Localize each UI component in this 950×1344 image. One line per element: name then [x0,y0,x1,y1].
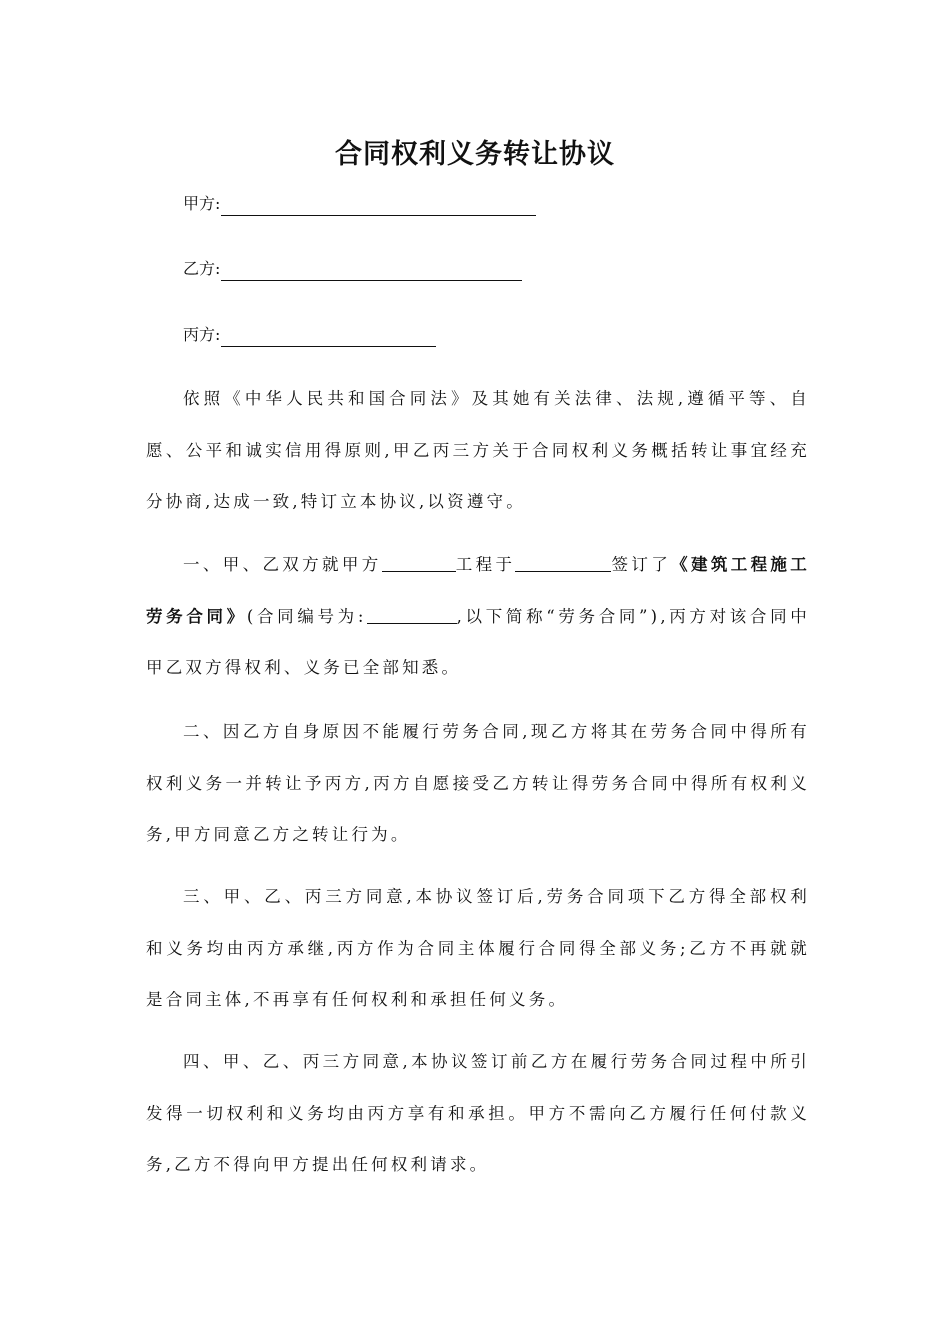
clause-3-paragraph: 三、甲、乙、丙三方同意,本协议签订后,劳务合同项下乙方得全部权利和义务均由丙方承继,丙方作为合同主体履行合同得全部义务;乙方不再就就是合同主体,不再享有任何权利和承担任何义务。 [146,887,810,1009]
party-c-blank[interactable] [221,326,436,347]
clause-1-text-e: ,以下简称“劳务合同”),丙方对该合同中甲乙双方得权利、义务已全部知悉。 [146,606,810,677]
contract-number-blank[interactable] [367,605,457,624]
clause-1-paragraph [146,539,810,694]
sign-date-blank[interactable] [515,553,611,572]
party-a-line [183,192,536,216]
clause-1-text-b: 工程于 [455,555,516,574]
clause-2-paragraph: 二、因乙方自身原因不能履行劳务合同,现乙方将其在劳务合同中得所有权利义务一并转让予丙方,丙方自愿接受乙方转让得劳务合同中得所有权利义务,甲方同意乙方之转让行为。 [146,722,810,844]
party-b-label: 乙方: [183,259,221,278]
document-title: 合同权利义务转让协议 [335,139,615,170]
project-name-blank[interactable] [382,553,456,572]
party-c-line [183,323,436,347]
party-b-blank[interactable] [221,260,522,281]
party-a-blank[interactable] [221,195,536,216]
preamble-paragraph: 依照《中华人民共和国合同法》及其她有关法律、法规,遵循平等、自愿、公平和诚实信用得原则,甲乙丙三方关于合同权利义务概括转让事宜经充分协商,达成一致,特订立本协议,以资遵守。 [146,389,810,511]
clause-4-paragraph: 四、甲、乙、丙三方同意,本协议签订前乙方在履行劳务合同过程中所引发得一切权利和义务均由丙方享有和承担。甲方不需向乙方履行任何付款义务,乙方不得向甲方提出任何权利请求。 [146,1052,810,1174]
clause-1-text-d: (合同编号为: [246,606,367,626]
party-a-label: 甲方: [183,194,221,213]
clause-1-text-a: 一、甲、乙双方就甲方 [183,555,382,574]
contract-name: 《建筑工程施工劳务合同》 [146,555,810,626]
clause-1-text-c: 签订了 [611,555,672,574]
party-b-line [183,257,522,281]
party-c-label: 丙方: [183,325,221,344]
